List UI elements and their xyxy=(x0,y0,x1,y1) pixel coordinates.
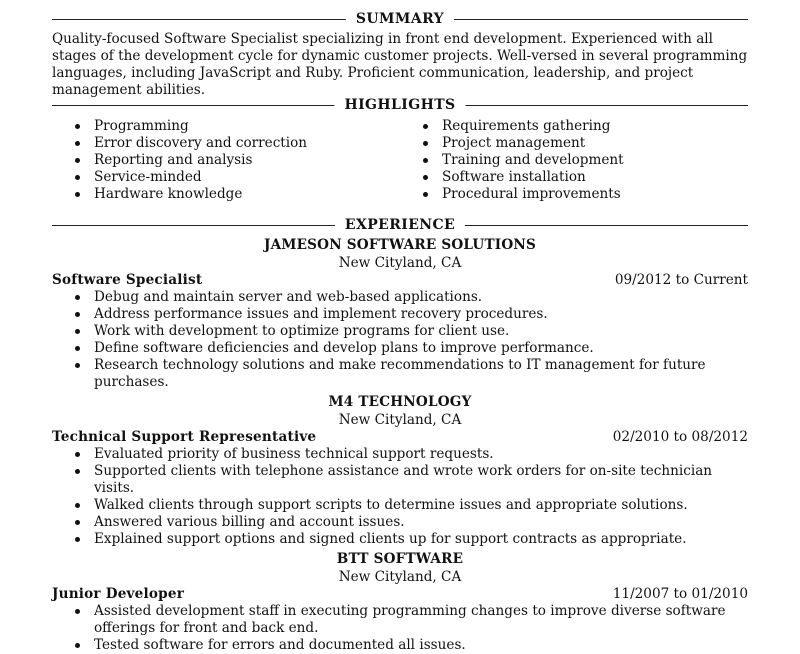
job-duties xyxy=(52,446,748,548)
list-item: Define software deficiencies and develop plans to improve performance. xyxy=(52,340,748,357)
bullet-icon xyxy=(423,175,428,180)
list-item: Hardware knowledge xyxy=(52,186,400,203)
list-item: Requirements gathering xyxy=(400,118,748,135)
bullet-icon xyxy=(75,312,80,317)
job-title-row xyxy=(52,272,748,289)
company-name: BTT SOFTWARE xyxy=(336,551,464,567)
bullet-icon xyxy=(75,643,80,648)
summary-section xyxy=(52,10,748,99)
list-item: Debug and maintain server and web-based applications. xyxy=(52,289,748,306)
list-item: Assisted development staff in executing programming changes to improve diverse software offerings for front and back end. xyxy=(52,603,748,637)
highlights-left-column xyxy=(52,118,400,203)
bullet-icon xyxy=(75,329,80,334)
list-item: Evaluated priority of business technical support requests. xyxy=(52,446,748,463)
bullet-icon xyxy=(75,192,80,197)
list-item: Address performance issues and implement recovery procedures. xyxy=(52,306,748,323)
list-item: Programming xyxy=(52,118,400,135)
job-duties xyxy=(52,289,748,391)
company-name: M4 TECHNOLOGY xyxy=(328,394,472,410)
list-item: Software installation xyxy=(400,169,748,186)
list-item: Service-minded xyxy=(52,169,400,186)
job-dates: 02/2010 to 08/2012 xyxy=(612,429,748,445)
highlights-heading: HIGHLIGHTS xyxy=(334,96,465,114)
job-title: Technical Support Representative xyxy=(52,429,317,445)
bullet-icon xyxy=(75,469,80,474)
experience-section xyxy=(52,216,748,654)
highlights-right-column xyxy=(400,118,748,203)
bullet-icon xyxy=(75,141,80,146)
bullet-icon xyxy=(75,452,80,457)
job-entry xyxy=(52,550,748,654)
job-entry xyxy=(52,236,748,391)
bullet-icon xyxy=(75,537,80,542)
bullet-icon xyxy=(75,158,80,163)
bullet-icon xyxy=(75,363,80,368)
bullet-icon xyxy=(75,175,80,180)
bullet-icon xyxy=(75,124,80,129)
job-dates: 11/2007 to 01/2010 xyxy=(612,586,748,602)
bullet-icon xyxy=(75,520,80,525)
bullet-icon xyxy=(423,141,428,146)
list-item: Reporting and analysis xyxy=(52,152,400,169)
list-item: Research technology solutions and make recommendations to IT management for future purchases. xyxy=(52,357,748,391)
list-item: Explained support options and signed clients up for support contracts as appropriate. xyxy=(52,531,748,548)
list-item: Answered various billing and account issues. xyxy=(52,514,748,531)
job-title-row xyxy=(52,429,748,446)
bullet-icon xyxy=(75,503,80,508)
bullet-icon xyxy=(423,124,428,129)
job-entry xyxy=(52,393,748,548)
job-duties xyxy=(52,603,748,654)
highlights-section xyxy=(52,96,748,203)
highlights-heading-rule xyxy=(52,96,748,114)
list-item: Error discovery and correction xyxy=(52,135,400,152)
bullet-icon xyxy=(423,158,428,163)
summary-text: Quality-focused Software Specialist specializing in front end development. Experienced with all stages of the development cycle for dynamic customer projects. Well-versed in several programming languages, including JavaScript and Ruby. Proficient communication, leadership, and project management abilities. xyxy=(52,31,748,98)
job-title: Junior Developer xyxy=(52,586,185,602)
bullet-icon xyxy=(75,295,80,300)
list-item: Training and development xyxy=(400,152,748,169)
bullet-icon xyxy=(75,609,80,614)
list-item: Procedural improvements xyxy=(400,186,748,203)
bullet-icon xyxy=(423,192,428,197)
summary-heading-rule xyxy=(52,10,748,28)
list-item: Project management xyxy=(400,135,748,152)
list-item: Walked clients through support scripts to determine issues and appropriate solutions. xyxy=(52,497,748,514)
job-location: New Cityland, CA xyxy=(338,412,462,428)
highlights-list xyxy=(52,118,748,203)
job-dates: 09/2012 to Current xyxy=(614,272,748,288)
job-location: New Cityland, CA xyxy=(338,255,462,271)
list-item: Tested software for errors and documented all issues. xyxy=(52,637,748,654)
job-title: Software Specialist xyxy=(52,272,203,288)
summary-heading: SUMMARY xyxy=(346,10,454,28)
bullet-icon xyxy=(75,346,80,351)
experience-heading: EXPERIENCE xyxy=(335,216,465,234)
list-item: Work with development to optimize programs for client use. xyxy=(52,323,748,340)
list-item: Supported clients with telephone assistance and wrote work orders for on-site technician visits. xyxy=(52,463,748,497)
job-location: New Cityland, CA xyxy=(338,569,462,585)
company-name: JAMESON SOFTWARE SOLUTIONS xyxy=(263,237,537,253)
job-title-row xyxy=(52,586,748,603)
experience-heading-rule xyxy=(52,216,748,234)
